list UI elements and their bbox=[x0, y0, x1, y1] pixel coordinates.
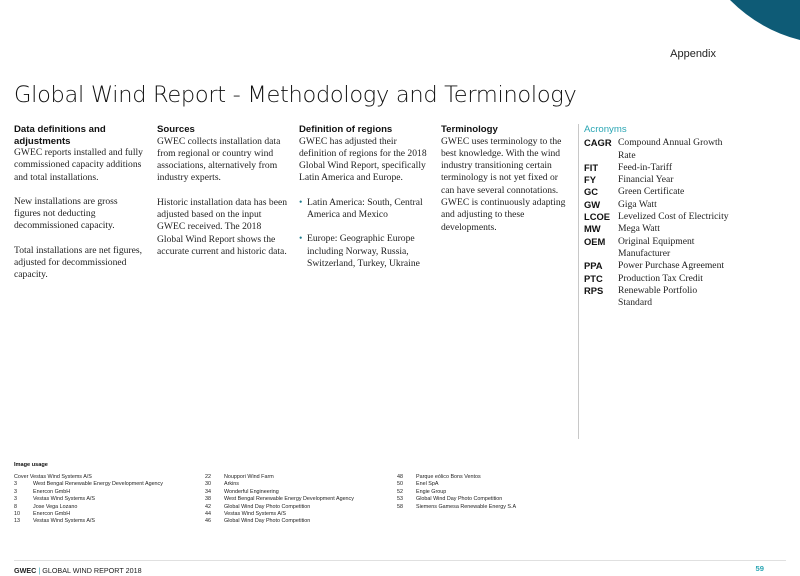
page-number: 10 bbox=[14, 511, 20, 518]
column-definition-of-regions bbox=[299, 124, 433, 282]
image-usage-row bbox=[14, 481, 163, 488]
page-number: 22 bbox=[205, 474, 211, 480]
acronym-row bbox=[584, 273, 734, 285]
image-usage-text: Vestas Wind Systems A/S bbox=[33, 496, 96, 503]
page-number-footer: 59 bbox=[755, 564, 764, 573]
column-data-definitions bbox=[14, 124, 144, 294]
image-usage-text: Nouppori Wind Farm bbox=[224, 474, 274, 480]
page-number: 58 bbox=[397, 503, 403, 510]
image-usage-text: Wonderful Engineering bbox=[224, 488, 279, 495]
footer-divider bbox=[14, 560, 786, 561]
image-usage-text: Parque eólico Bons Ventos bbox=[416, 474, 481, 480]
acronym-definition: Production Tax Credit bbox=[618, 272, 703, 284]
acronym-row bbox=[584, 162, 734, 174]
column-sources bbox=[157, 124, 287, 270]
acronym-abbr: OEM bbox=[584, 235, 606, 247]
acronym-row bbox=[584, 211, 734, 223]
paragraph: GWEC reports installed and fully commissioned capacity additions and total installations. bbox=[14, 147, 143, 183]
section-label: Appendix bbox=[670, 48, 716, 60]
page-title: Global Wind Report - Methodology and Terminology bbox=[14, 82, 577, 108]
acronym-row bbox=[584, 223, 734, 235]
paragraph: GWEC uses terminology to the best knowledge. With the wind industry transitioning certain terminology is not yet fixed or can have several connotations. GWEC is continuously adapting and adjusting to these developments. bbox=[441, 135, 566, 233]
acronym-definition: Power Purchase Agreement bbox=[618, 260, 725, 272]
image-usage-text: Jose Vega Lozano bbox=[33, 503, 78, 510]
image-usage-row bbox=[14, 474, 163, 481]
acronym-row bbox=[584, 174, 734, 186]
list-item bbox=[299, 197, 433, 222]
acronym-row bbox=[584, 236, 734, 261]
column-terminology bbox=[441, 124, 571, 246]
acronym-abbr: CAGR bbox=[584, 137, 612, 149]
corner-decoration bbox=[690, 0, 800, 40]
image-usage-text: West Bengal Renewable Energy Development Agency bbox=[33, 481, 163, 488]
acronym-abbr: LCOE bbox=[584, 211, 611, 223]
acronym-row bbox=[584, 285, 734, 310]
acronym-abbr: PTC bbox=[584, 272, 603, 284]
page-number: 44 bbox=[205, 511, 211, 518]
page-number: 8 bbox=[14, 503, 17, 510]
paragraph: GWEC collects installation data from regional or country wind associations, alternatively from industry experts. bbox=[157, 135, 281, 184]
image-usage-text: Siemens Gamesa Renewable Energy S.A bbox=[416, 503, 517, 510]
image-usage-text: West Bengal Renewable Energy Development Agency bbox=[224, 496, 354, 503]
footer bbox=[14, 566, 142, 575]
footer-report-name: GLOBAL WIND REPORT 2018 bbox=[42, 566, 142, 575]
acronym-definition: Compound Annual Growth Rate bbox=[618, 137, 723, 161]
list-item-text: Europe: Geographic Europe including Norway, Russia, Switzerland, Turkey, Ukraine bbox=[307, 233, 420, 269]
image-usage-text: Arkins bbox=[224, 481, 239, 488]
acronyms-title: Acronyms bbox=[584, 124, 627, 135]
image-usage-row bbox=[205, 518, 354, 525]
page-number: 48 bbox=[397, 474, 403, 480]
image-usage-row bbox=[205, 511, 354, 518]
region-list bbox=[299, 197, 433, 270]
acronym-abbr: MW bbox=[584, 223, 601, 235]
page-number: 34 bbox=[205, 488, 211, 495]
image-usage-text: Global Wind Day Photo Competition bbox=[416, 496, 503, 503]
list-item-text: Latin America: South, Central America and Mexico bbox=[307, 196, 423, 220]
image-usage-row bbox=[14, 504, 163, 511]
image-usage-row bbox=[205, 481, 354, 488]
paragraph: Total installations are net figures, adjusted for decommissioned capacity. bbox=[14, 244, 143, 281]
page-number: 30 bbox=[205, 481, 211, 488]
page-number: 42 bbox=[205, 503, 211, 510]
page-number: 3 bbox=[14, 481, 17, 488]
acronym-definition: Green Certificate bbox=[618, 186, 685, 198]
image-usage-row bbox=[397, 496, 516, 503]
acronym-definition: Feed-in-Tariff bbox=[618, 161, 673, 173]
image-usage-row bbox=[14, 496, 163, 503]
image-usage-row bbox=[14, 511, 163, 518]
acronym-row bbox=[584, 260, 734, 272]
image-usage-text: Enercon GmbH bbox=[33, 488, 71, 495]
image-usage-text: Enercon GmbH bbox=[33, 511, 71, 518]
bullet-icon: • bbox=[299, 233, 303, 245]
page-number: 46 bbox=[205, 518, 211, 525]
image-usage-row bbox=[205, 504, 354, 511]
column-heading: Sources bbox=[157, 124, 195, 135]
image-usage-text: Vestas Wind Systems A/S bbox=[224, 511, 287, 518]
image-usage-text: Vestas Wind Systems A/S bbox=[33, 518, 96, 525]
page-number: 13 bbox=[14, 518, 20, 525]
acronym-abbr: GC bbox=[584, 186, 599, 198]
acronym-abbr: FY bbox=[584, 174, 596, 186]
footer-separator: | bbox=[38, 566, 41, 575]
acronym-definition: Original Equipment Manufacturer bbox=[618, 235, 695, 259]
image-usage-column bbox=[14, 474, 163, 526]
image-usage-row bbox=[205, 474, 354, 481]
acronym-row bbox=[584, 186, 734, 198]
paragraph: New installations are gross figures not deducting decommissioned capacity. bbox=[14, 195, 118, 232]
column-heading: Definition of regions bbox=[299, 124, 393, 135]
page-number: 3 bbox=[14, 496, 17, 503]
column-heading: Data definitions and adjustments bbox=[14, 124, 106, 147]
image-usage-row bbox=[397, 504, 516, 511]
acronym-abbr: FIT bbox=[584, 161, 599, 173]
image-usage-row bbox=[14, 518, 163, 525]
acronym-definition: Financial Year bbox=[618, 174, 674, 186]
page-number: 3 bbox=[14, 488, 17, 495]
image-usage-row bbox=[397, 474, 516, 481]
footer-brand: GWEC bbox=[14, 566, 37, 575]
acronym-row bbox=[584, 137, 734, 162]
page-number: 52 bbox=[397, 488, 403, 495]
column-heading: Terminology bbox=[441, 124, 498, 135]
page-number: 50 bbox=[397, 481, 403, 488]
image-usage-text: Enel SpA bbox=[416, 481, 439, 488]
acronym-abbr: GW bbox=[584, 198, 601, 210]
list-item bbox=[299, 233, 433, 270]
paragraph: GWEC has adjusted their definition of regions for the 2018 Global Wind Report, specifically Latin America and Europe. bbox=[299, 135, 427, 184]
acronyms-panel bbox=[584, 124, 734, 309]
image-usage-row bbox=[397, 481, 516, 488]
paragraph: Historic installation data has been adjusted based on the input GWEC received. The 2018 Global Wind Report shows the accurate current and historic data. bbox=[157, 196, 288, 257]
image-usage-row bbox=[397, 489, 516, 496]
image-usage-row bbox=[205, 496, 354, 503]
image-usage-column bbox=[205, 474, 354, 526]
image-usage-text: Cover Vestas Wind Systems A/S bbox=[14, 474, 92, 480]
column-divider bbox=[578, 124, 579, 439]
image-usage-text: Engie Group bbox=[416, 488, 447, 495]
bullet-icon: • bbox=[299, 196, 303, 208]
acronym-abbr: RPS bbox=[584, 284, 604, 296]
page-number: 53 bbox=[397, 496, 403, 503]
image-usage-row bbox=[205, 489, 354, 496]
image-usage-row bbox=[14, 489, 163, 496]
image-usage-text: Global Wind Day Photo Competition bbox=[224, 518, 311, 525]
acronym-definition: Giga Watt bbox=[618, 198, 657, 210]
page-number: 38 bbox=[205, 496, 211, 503]
acronym-abbr: PPA bbox=[584, 260, 603, 272]
image-usage-text: Global Wind Day Photo Competition bbox=[224, 503, 311, 510]
acronym-definition: Levelized Cost of Electricity bbox=[618, 211, 729, 223]
image-usage-column bbox=[397, 474, 516, 511]
image-usage-title: Image usage bbox=[14, 462, 48, 468]
acronym-definition: Mega Watt bbox=[618, 223, 660, 235]
acronym-row bbox=[584, 199, 734, 211]
acronym-definition: Renewable Portfolio Standard bbox=[618, 284, 698, 309]
